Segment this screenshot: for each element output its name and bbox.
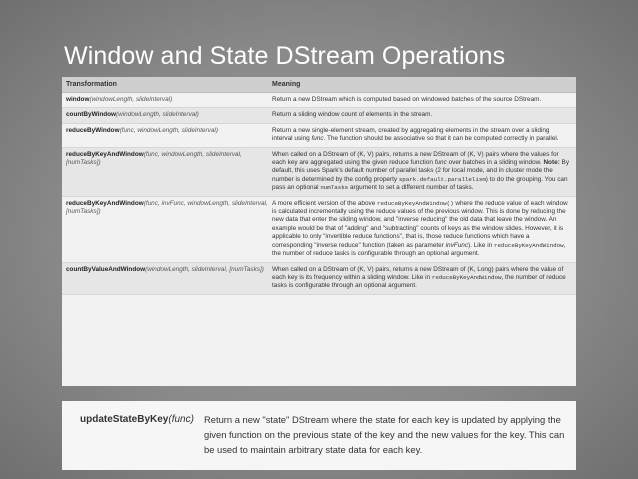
table-row-countbyvalueandwindow xyxy=(62,263,576,295)
state-operation-panel xyxy=(62,401,576,470)
table-row-window xyxy=(62,93,576,108)
row-function-params: (windowLength, slideInterval, [numTasks]) xyxy=(145,265,264,273)
table-row-reducebykeyandwindow xyxy=(62,148,576,197)
row-function-params: (func, windowLength, slideInterval) xyxy=(119,126,218,134)
row-meaning: Return a new DStream which is computed based on windowed batches of the source DStream. xyxy=(272,96,542,103)
row-function-name: reduceByWindow xyxy=(66,126,120,134)
row-function-name: reduceByKeyAndWindow xyxy=(66,199,144,207)
table-header xyxy=(62,77,576,93)
row-meaning: When called on a DStream of (K, V) pairs, returns a new DStream of (K, Long) pairs where the value of each key is its frequency within a sliding window. Like in reduceByKeyAndWindow, the number of reduce tasks is configurable through an optional argument. xyxy=(272,265,566,290)
row-function-params: (func, invFunc, windowLength, slideInterval, [numTasks]) xyxy=(66,199,268,216)
row-meaning: When called on a DStream of (K, V) pairs, returns a new DStream of (K, V) pairs where the values for each key are aggregated using the given reduce function func over batches in a sliding window. Note: By default, this uses Spark's default number of parallel tasks (2 for local mode, and in cluster mode the number is determined by the config property spark.default.parallelism) to do the grouping. You can pass an optional numTasks argument to set a different number of tasks. xyxy=(272,150,570,192)
row-meaning: A more efficient version of the above reduceByKeyAndWindow() where the reduce value of each window is calculated incrementally using the reduce values of the previous window. This is done by reducing the new data that enter the sliding window, and "inverse reducing" the old data that leave the window. An example would be that of "adding" and "subtracting" counts of keys as the window slides. However, it is applicable to only "invertible reduce functions", that is, those reduce functions which have a corresponding "inverse reduce" function (taken as parameter invFunc). Like in reduceByKeyAndWindow, the number of reduce tasks is configurable through an optional argument. xyxy=(272,199,568,258)
row-function-params: (windowLength, slideInterval) xyxy=(89,96,173,103)
row-meaning: Return a new single-element stream, created by aggregating elements in the stream over a sliding interval using func. The function should be associative so that it can be computed correctly in parallel. xyxy=(272,126,559,143)
window-operations-table xyxy=(62,77,576,386)
row-function-name: countByValueAndWindow xyxy=(66,265,146,273)
table-row-reducebywindow xyxy=(62,124,576,148)
note-label: Note: xyxy=(543,159,560,167)
row-meaning: Return a sliding window count of elements in the stream. xyxy=(272,111,433,119)
table-row-reducebykeyandwindow-inv xyxy=(62,197,576,263)
header-meaning: Meaning xyxy=(272,81,301,88)
state-function-name: updateStateByKey xyxy=(80,414,169,425)
row-function-params: (windowLength, slideInterval) xyxy=(116,111,199,119)
row-function-name: countByWindow xyxy=(66,111,116,119)
slide-title: Window and State DStream Operations xyxy=(64,42,506,70)
table-row-countbywindow xyxy=(62,108,576,123)
state-function-signature xyxy=(80,414,194,425)
state-function-params: (func) xyxy=(168,414,194,425)
row-function-name: reduceByKeyAndWindow xyxy=(66,150,144,158)
state-function-description: Return a new "state" DStream where the state for each key is updated by applying the given function on the previous state of the key and the new values for the key. This can be used to maintain arbitrary state data for each key. xyxy=(204,414,565,455)
header-transformation: Transformation xyxy=(66,81,117,88)
row-function-params: (func, windowLength, slideInterval, [numTasks]) xyxy=(66,150,242,167)
row-function-name: window xyxy=(66,96,90,103)
